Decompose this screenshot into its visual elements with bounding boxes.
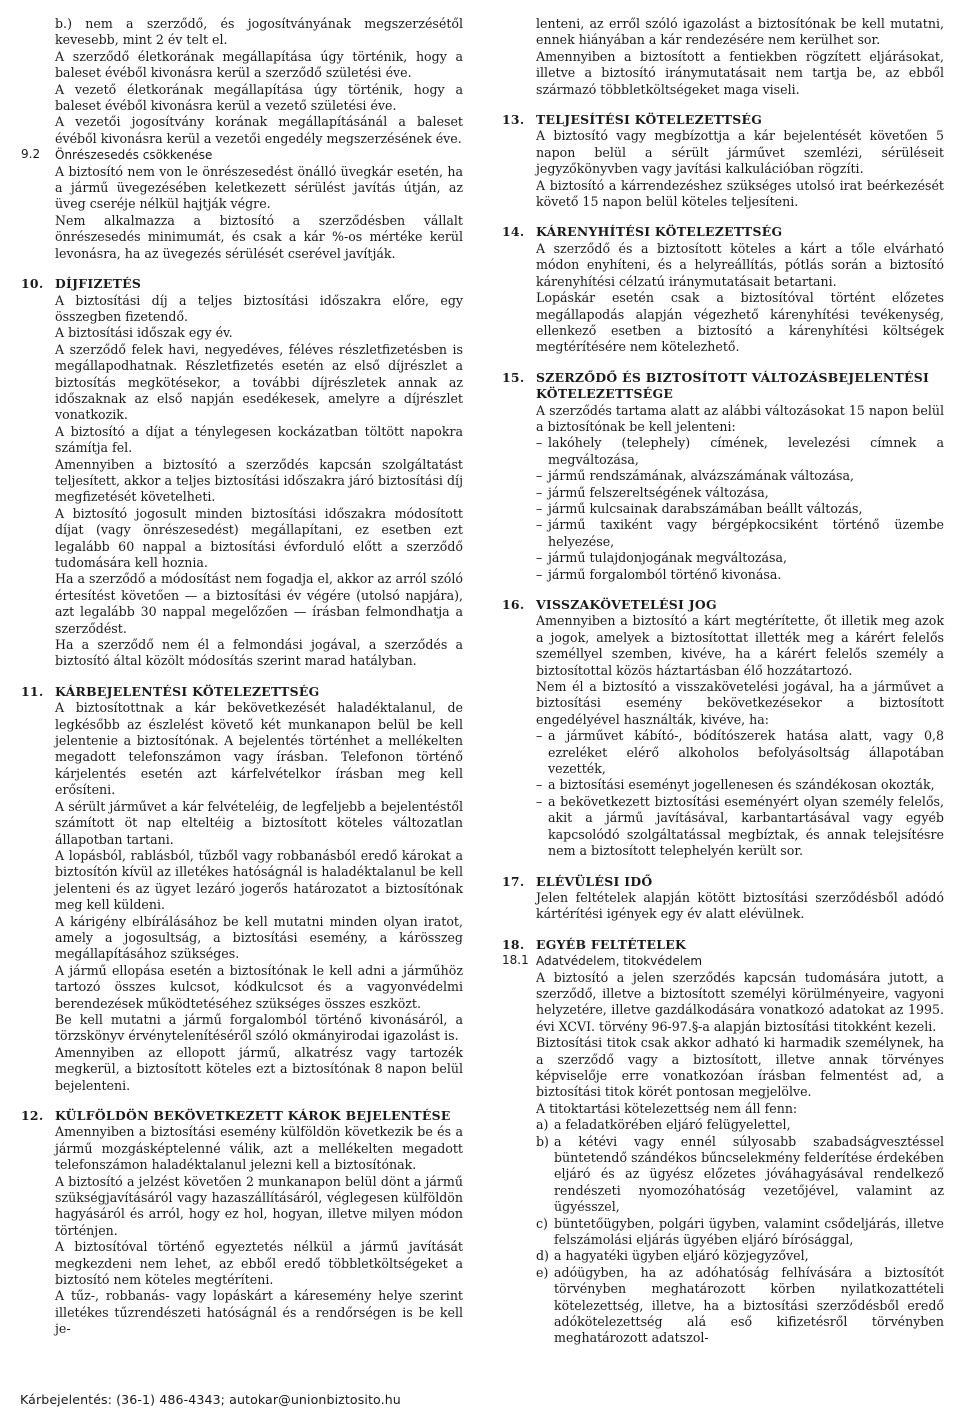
section-16 [502,597,944,860]
section-10 [21,276,463,670]
section-heading [502,873,944,890]
section-number: 15. [502,369,525,385]
section-18 [502,936,944,1347]
section-heading [502,597,944,613]
section-14 [502,224,944,355]
section-title: KÁRBEJELENTÉSI KÖTELEZETTSÉG [55,683,320,699]
subsection-9-2 [21,147,463,262]
paragraph: A biztosító jogosult minden biztosítási időszakra módosított díjat (vagy önrészesedést) megállapítani, ez esetben ezt legalább 60 nappal a biztosítási évforduló előtt a szerződő tudomására kell hoznia. [55,505,463,570]
list-item: – jármű tulajdonjogának megváltozása, [536,550,944,566]
section-heading [502,112,944,128]
paragraph: A titoktartási kötelezettség nem áll fenn: [536,1100,798,1116]
section-heading [21,1108,463,1124]
list-item: – jármű taxiként vagy bérgépkocsiként történő üzembe helyezése, [536,517,944,550]
list-marker: e) [536,1264,549,1280]
intro-block [55,16,463,147]
section-heading [502,936,944,953]
subsection-18-1 [502,953,944,969]
paragraph: A szerződő felek havi, negyedéves, féléves részletfizetésben is megállapodhatnak. Részletfizetés esetén az első díjrészlet a biztosítás megkötésekor, a további díjrészletek annak az időszaknak az első napján esedékesek, amelyre a díjrészlet vonatkozik. [55,341,463,423]
paragraph: A biztosítási időszak egy év. [55,325,233,341]
list-item: – lakóhely (telephely) címének, levelezési címnek a megváltozása, [536,435,944,468]
section-number: 10. [21,276,44,292]
paragraph: A biztosító a díjat a ténylegesen kockázatban töltött napokra számítja fel. [55,423,463,456]
paragraph: Lopáskár esetén csak a biztosítóval történt előzetes megállapodás alapján végezhető kárenyhítési tevékenység, ellenkező esetben a biztosító a kárenyhítési költségek megtérítésére nem kötelezhető. [536,290,944,355]
exception-list [536,728,944,859]
paragraph: Amennyiben a biztosítási esemény külföldön következik be és a jármű mozgásképtelenné válik, azt a mellékelten megadott telefonszámon haladéktalanul jelezni kell a biztosítónak. [55,1124,463,1173]
continuation-block [536,16,944,98]
subsection-number: 9.2 [21,147,41,162]
section-heading [502,224,944,240]
list-item: – a bekövetkezett biztosítási eseményért olyan személy felelős, akit a jármű javításával, karbantartásával vagy egyéb kapcsolódó szolgáltatással megbíztak, és annak telejsítésre nem a biztosított telephelyén került sor. [536,794,944,860]
right-column [502,16,944,1347]
section-title: DÍJFIZETÉS [55,276,142,292]
paragraph: A szerződés tartama alatt az alábbi változásokat 15 napon belül a biztosítónak be kell jelenteni: [536,402,944,434]
list-item: – jármű felszereltségének változása, [536,485,944,501]
list-item-text: a hagyatéki ügyben eljáró közjegyzővel, [554,1248,809,1264]
section-title: EGYÉB FELTÉTELEK [536,936,687,952]
paragraph: A biztosítóval történő egyeztetés nélkül a jármű javítását megkezdeni nem lehet, az ebből eredő többletköltségeket a biztosító nem köteles megtéríteni. [55,1239,463,1288]
section-title: TELJESÍTÉSI KÖTELEZETTSÉG [536,112,763,128]
section-15 [502,369,944,583]
list-marker: c) [536,1215,548,1231]
paragraph: Nem él a biztosító a visszakövetelési jogával, ha a járművet a biztosítási esemény bekövetkezésekor a biztosított engedélyével használták, kivéve, ha: [536,679,944,727]
left-column [21,16,463,1338]
change-list [536,435,944,583]
list-item [536,1265,944,1347]
section-title: KÁRENYHÍTÉSI KÖTELEZETTSÉG [536,224,783,240]
subsection-number: 18.1 [502,953,529,968]
paragraph: A jármű ellopása esetén a biztosítónak le kell adni a járműhöz tartozó összes kulcsot, kódkulcsot és a vagyonvédelmi berendezések működtetéséhez szükséges összes eszközt. [55,962,463,1011]
section-17 [502,873,944,923]
list-item [536,1117,944,1133]
paragraph: b.) nem a szerződő, és jogosítványának megszerzésétől kevesebb, mint 2 év telt el. [55,16,463,48]
section-number: 18. [502,936,525,952]
section-11 [21,683,463,1094]
list-item [536,1248,944,1264]
subsection-title: Adatvédelem, titokvédelem [536,954,703,969]
section-heading [502,369,944,403]
paragraph: A kárigény elbírálásához be kell mutatni minden olyan iratot, amely a jogosultság, a biztosítási esemény, a kárösszeg megállapításához szükséges. [55,913,463,962]
list-item: – jármű kulcsainak darabszámában beállt változás, [536,501,944,517]
section-number: 11. [21,683,44,699]
claim-report-footer: Kárbejelentés: (36-1) 486-4343; autokar@unionbiztosito.hu [20,1392,401,1407]
paragraph: A biztosító nem von le önrészesedést önálló üvegkár esetén, ha a jármű üvegezésében keletkezett sérülést javítás útján, az üveg cseréje nélkül hajtják végre. [55,163,463,212]
paragraph: A biztosító a kárrendezéshez szükséges utolsó irat beérkezését követő 15 napon belül köteles teljesíteni. [536,177,944,210]
list-item-text: a kétévi vagy ennél súlyosabb szabadságvesztéssel büntetendő szándékos bűncselekmény felderítése érdekében eljáró és az ügyész előzetes jóváhagyásával rendelkező rendészeti nyomozóhatóság vezetőjével, valamint az ügyésszel, [554,1133,944,1215]
paragraph: A szerződő és a biztosított köteles a kárt a tőle elvárható módon enyhíteni, és a helyreállítás, pótlás során a biztosító kárenyhítési célzatú iránymutatásait betartani. [536,240,944,289]
section-title: VISSZAKÖVETELÉSI JOG [536,597,717,612]
section-heading [21,683,463,700]
paragraph: A biztosítottnak a kár bekövetkezését haladéktalanul, de legkésőbb az észlelést követő két munkanapon belül be kell jelentenie a biztosítónak. A bejelentés történhet a mellékelten megadott telefonszámon vagy írásban. Telefonon történő kárjelentés esetén azt kárfelvételkor írásban meg kell erősíteni. [55,700,463,798]
paragraph: A vezető életkorának megállapítása úgy történik, hogy a baleset évéből kivonásra kerül a vezető születési éve. [55,81,463,114]
exemption-list [536,1117,944,1347]
list-item [536,1216,944,1249]
paragraph: A biztosító vagy megbízottja a kár bejelentését követően 5 napon belül a sérült járművet szemlézi, sérüléseit jegyzőkönyvben vagy javítási kalkulációban rögzíti. [536,128,944,177]
section-13 [502,112,944,210]
list-item: – jármű forgalomból történő kivonása. [536,567,944,583]
paragraph: A tűz-, robbanás- vagy lopáskárt a káresemény helye szerint illetékes tűzrendészeti hatóságnál és a rendőrségen is be kell je- [55,1288,463,1337]
paragraph: Biztosítási titok csak akkor adható ki harmadik személynek, ha a szerződő vagy a biztosított, illetve annak törvényes képviselője erre vonatkozóan írásban felmentést ad, a biztosítási titok körét pontosan megjelölve. [536,1035,944,1100]
paragraph: Amennyiben a biztosító a kárt megtérítette, őt illetik meg azok a jogok, amelyek a biztosítottat illették meg a kárért felelős személlyel szemben, kivéve, ha a kárért felelős személy a biztosítottal közös háztartásban élő hozzátartozó. [536,613,944,678]
section-number: 17. [502,873,525,889]
paragraph: Nem alkalmazza a biztosító a szerződésben vállalt önrészesedés minimumát, és csak a kár %-os mértéke kerül levonásra, ha az üvegezés sérülését cserével javítják. [55,212,463,261]
paragraph: A sérült járművet a kár felvételéig, de legfeljebb a bejelentéstől számított öt nap elteltéig a biztosított köteles változatlan állapotban tartani. [55,798,463,847]
paragraph: A szerződő életkorának megállapítása úgy történik, hogy a baleset évéből kivonásra kerül a szerződő születési éve. [55,48,463,81]
paragraph: A biztosító a jelen szerződés kapcsán tudomására jutott, a szerződő, illetve a biztosított személyi körülményeire, vagyoni helyzetére, illetve gazdálkodására vonatkozó adatokat az 1995. évi XCVI. törvény 96-97.§-a alapján biztosítási titokként kezeli. [536,969,944,1034]
paragraph: A lopásból, rablásból, tűzből vagy robbanásból eredő károkat a biztosítón kívül az illetékes hatóságnál is haladéktalanul be kell jelenteni és az ügyet lezáró jogerős határozatot a biztosítónak meg kell küldeni. [55,847,463,913]
section-title: SZERZŐDŐ ÉS BIZTOSÍTOTT VÁLTOZÁSBEJELENTÉSI KÖTELEZETTSÉGE [536,369,930,402]
section-number: 14. [502,224,525,240]
paragraph: Amennyiben a biztosított a fentiekben rögzített eljárásokat, illetve a biztosító iránymutatásait nem tartja be, az ebből származó többletköltségeket maga viseli. [536,48,944,97]
paragraph: Jelen feltételek alapján kötött biztosítási szerződésből adódó kártérítési igények egy év alatt elévülnek. [536,889,944,922]
paragraph: A vezetői jogosítvány korának megállapításánál a baleset évéből kivonásra kerül a vezetői engedély megszerzésének éve. [55,114,463,146]
paragraph: A biztosítási díj a teljes biztosítási időszakra előre, egy összegben fizetendő. [55,292,463,324]
paragraph: Be kell mutatni a jármű forgalomból történő kivonásáról, a törzskönyv érvénytelenítéséről szóló okmányirodai igazolást is. [55,1011,463,1044]
section-12 [21,1108,463,1338]
list-item-text: a feladatkörében eljáró felügyelettel, [554,1117,791,1133]
list-marker: a) [536,1117,549,1133]
paragraph: Ha a szerződő nem él a felmondási jogával, a szerződés a biztosító által közölt módosítás szerint marad hatályban. [55,637,463,669]
list-item: – a járművet kábító-, bódítószerek hatása alatt, vagy 0,8 ezreléket elérő alkoholos befolyásoltság állapotában vezették, [536,728,944,777]
list-marker: b) [536,1133,549,1149]
section-number: 12. [21,1108,44,1123]
list-item-text: adóügyben, ha az adóhatóság felhívására a biztosítót törvényben meghatározott körben nyilatkozattételi kötelezettség, illetve, ha a biztosítási szerződésből eredő adókötelezettség alá eső kifizetésről törvényben meghatározott adatszol- [554,1264,944,1346]
paragraph: Amennyiben a biztosító a szerződés kapcsán szolgáltatást teljesített, akkor a teljes biztosítási időszakra járó biztosítási díj megfizetését követelheti. [55,456,463,505]
paragraph: Ha a szerződő a módosítást nem fogadja el, akkor az arról szóló értesítést követően — a biztosítási év végére (utolsó napjára), azt legalább 30 nappal megelőzően — írásban felmondhatja a szerződést. [55,571,463,636]
section-title: KÜLFÖLDÖN BEKÖVETKEZETT KÁROK BEJELENTÉSE [55,1108,451,1123]
list-item: – jármű rendszámának, alvázszámának változása, [536,468,944,484]
section-heading [21,276,463,292]
list-item-text: büntetőügyben, polgári ügyben, valamint csődeljárás, illetve felszámolási eljárás ügyében eljáró bírósággal, [554,1215,944,1248]
paragraph: A biztosító a jelzést követően 2 munkanapon belül dönt a jármű szükségjavításáról vagy hazaszállításáról, véglegesen külföldön hagyásáról és arról, hogy ez hol, hogyan, illetve milyen módon történjen. [55,1173,463,1238]
list-marker: d) [536,1248,549,1264]
section-number: 16. [502,597,525,612]
paragraph: Amennyiben az ellopott jármű, alkatrész vagy tartozék megkerül, a biztosított köteles ezt a biztosítónak 8 napon belül bejelenteni. [55,1044,463,1093]
section-number: 13. [502,112,525,128]
subsection-title: Önrészesedés csökkenése [55,148,213,163]
list-item: – a biztosítási eseményt jogellenesen és szándékosan okozták, [536,777,944,793]
list-item [536,1134,944,1216]
section-title: ELÉVÜLÉSI IDŐ [536,873,653,889]
paragraph: lenteni, az erről szóló igazolást a biztosítónak be kell mutatni, ennek hiányában a kár rendezésére nem kerülhet sor. [536,16,944,48]
